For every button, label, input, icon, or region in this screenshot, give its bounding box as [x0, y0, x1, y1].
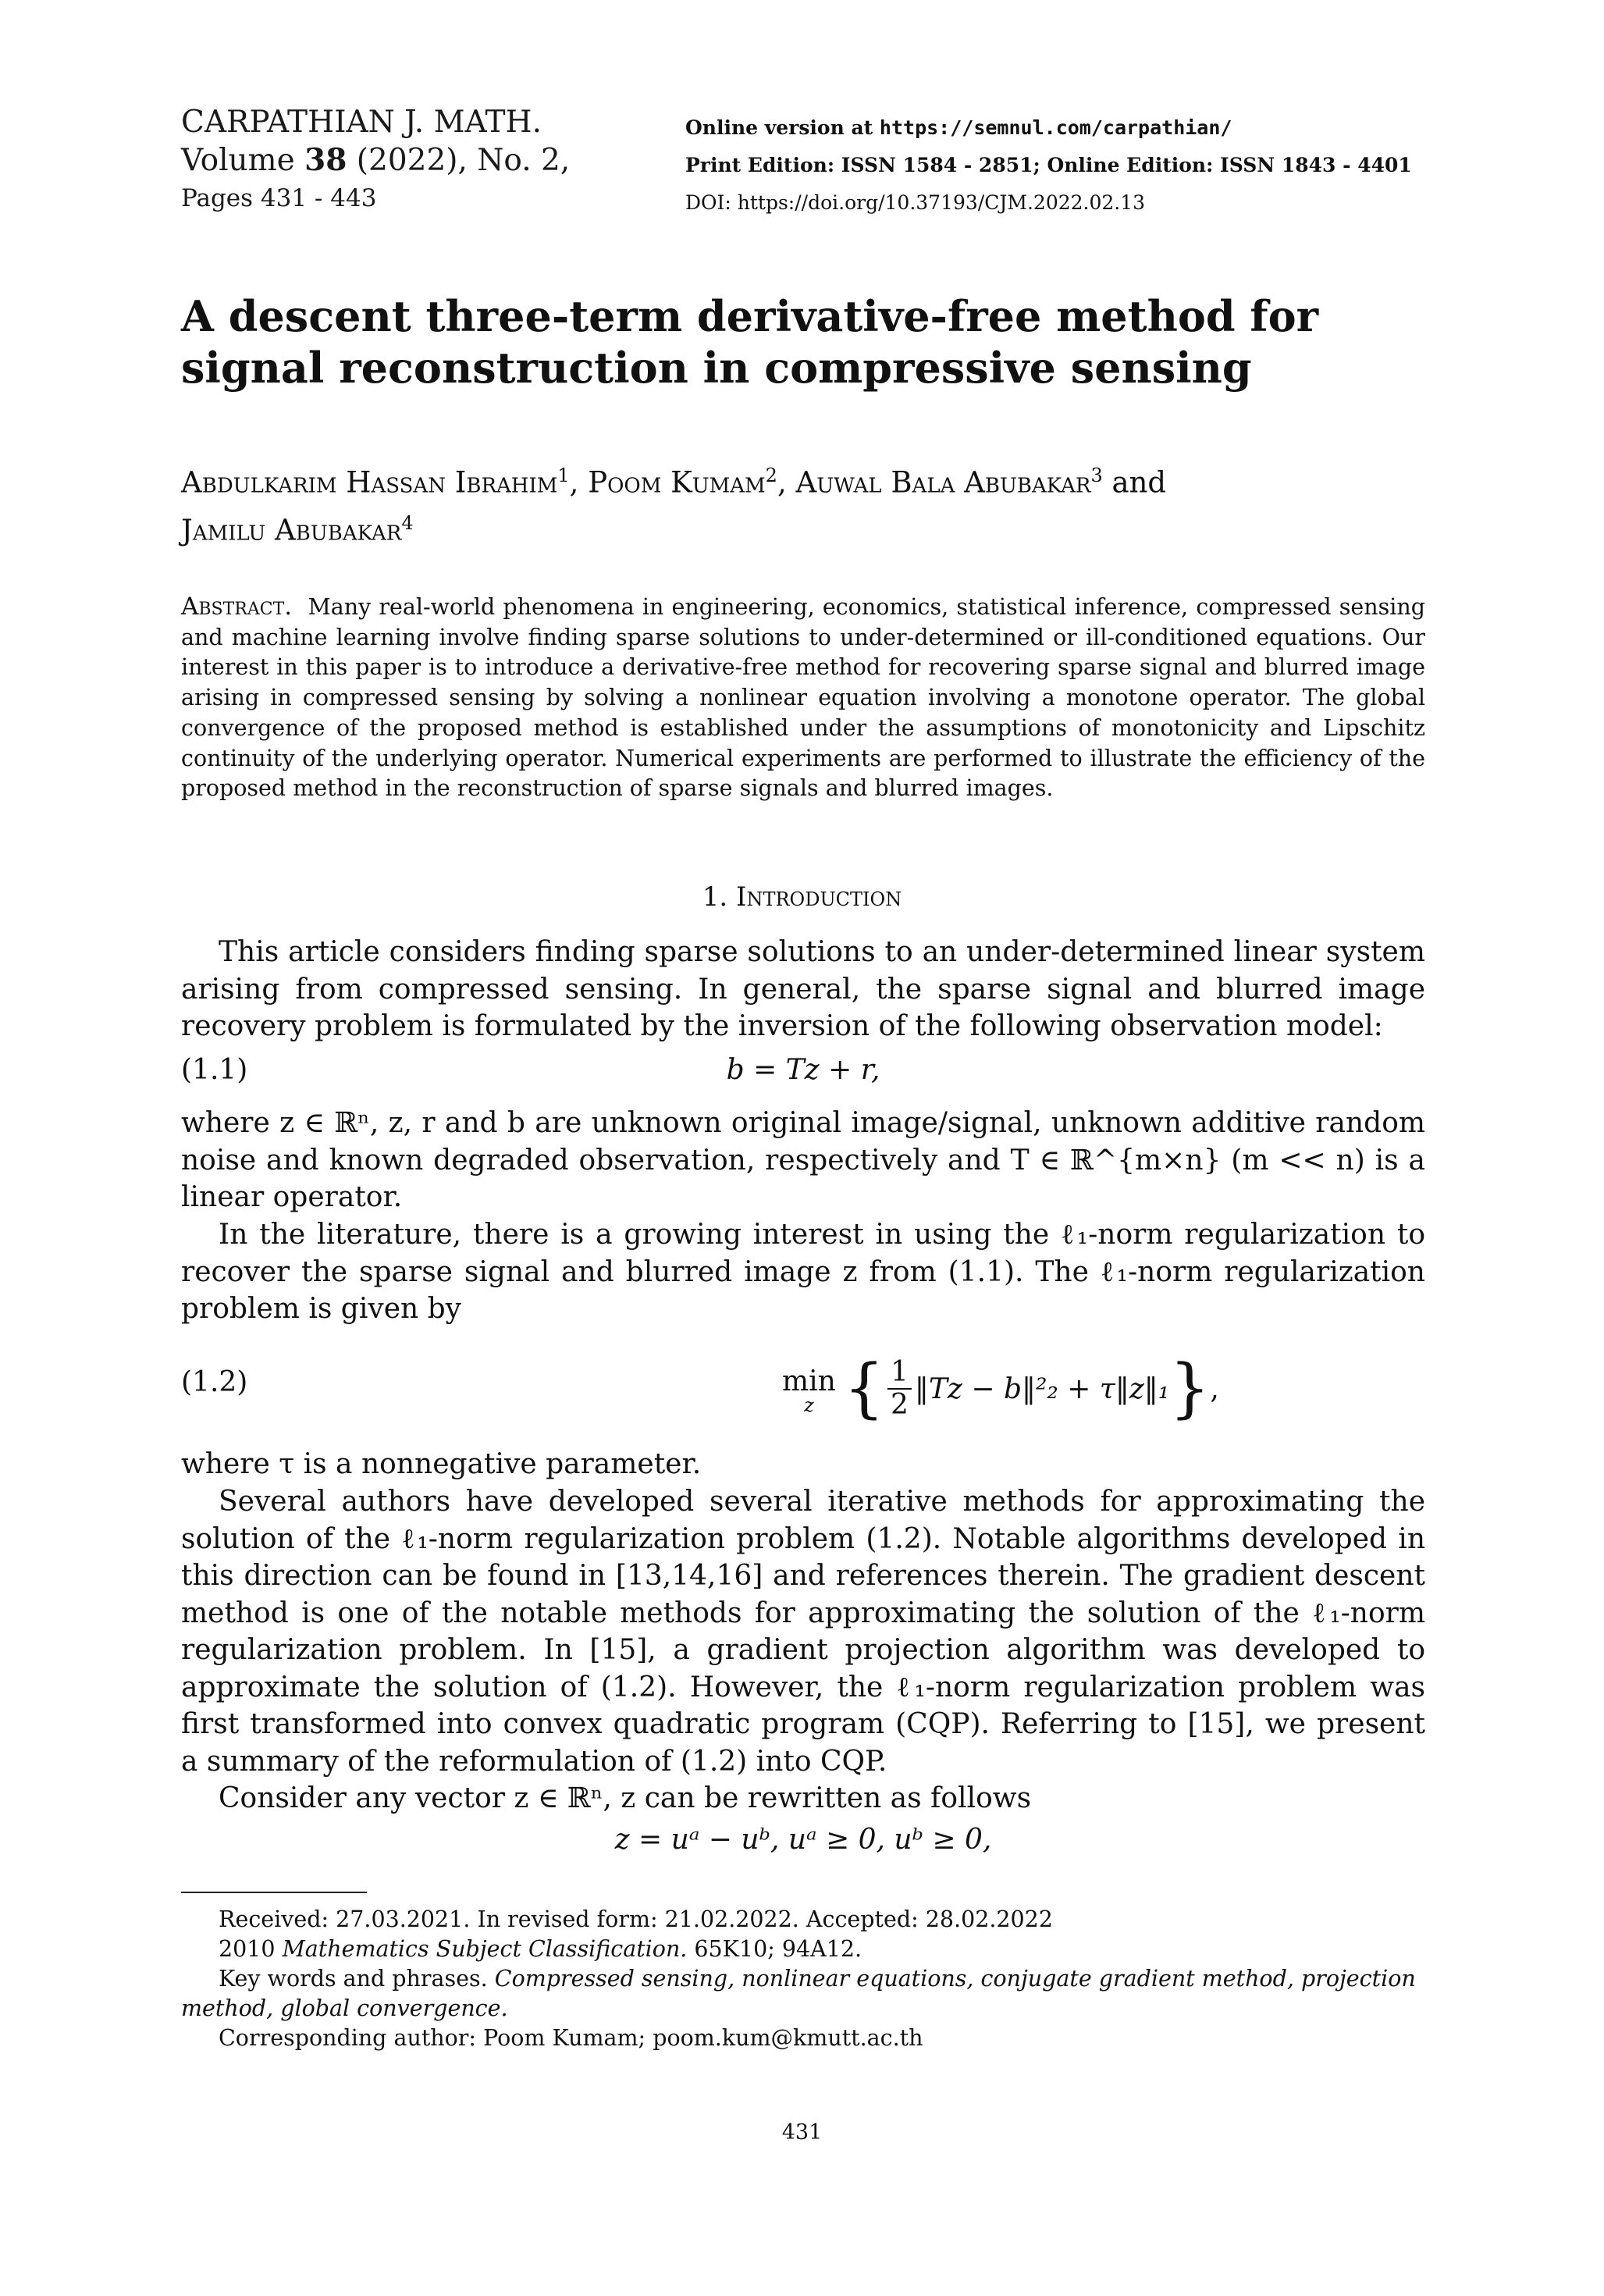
equation-body: min z { 1 2 ‖Tz − b‖²₂ + τ‖z‖₁ } , [782, 1351, 1219, 1426]
equation-1-2 [181, 1351, 1425, 1435]
abstract [181, 592, 1425, 804]
keywords: Key words and phrases. Compressed sensing, nonlinear equations, conjugate gradient method, projection method, global convergence. [181, 1966, 1416, 2021]
journal-header [181, 103, 570, 218]
journal-pages: Pages 431 - 443 [181, 184, 377, 212]
intro-paragraph-4: where τ is a nonnegative parameter. [181, 1448, 702, 1480]
author-4: Jamilu Abubakar [181, 513, 402, 547]
equation-number: (1.1) [181, 1054, 248, 1086]
equation-body: b = Tz + r, [726, 1054, 880, 1086]
equation-body: z = uᵃ − uᵇ, uᵃ ≥ 0, uᵇ ≥ 0, [614, 1824, 992, 1856]
equation-decomposition [181, 1824, 1425, 1871]
issn-info: Print Edition: ISSN 1584 - 2851; Online Edition: ISSN 1843 - 4401 [685, 154, 1412, 176]
abstract-text: Many real-world phenomena in engineering, economics, statistical inference, compressed sensing and machine learning involve finding sparse solutions to under-determined or ill-conditioned equations. Our interest in this paper is to introduce a derivative-free method for recovering sparse signal and blurred image arising in compressed sensing by solving a nonlinear equation involving a monotone operator. The global convergence of the proposed method is established under the assumptions of monotonicity and Lipschitz continuity of the underlying operator. Numerical experiments are performed to illustrate the efficiency of the proposed method in the reconstruction of sparse signals and blurred images. [181, 594, 1425, 802]
abstract-label: Abstract. [181, 593, 293, 621]
page-number: 431 [781, 2120, 823, 2145]
intro-paragraph-3: In the literature, there is a growing interest in using the ℓ₁-norm regularization to recover the sparse signal and blurred image z from (1.1). The ℓ₁-norm regularization problem is given by [181, 1219, 1425, 1325]
footnotes [181, 1905, 1425, 2053]
received-dates: Received: 27.03.2021. In revised form: 21.02.2022. Accepted: 28.02.2022 [219, 1906, 1053, 1932]
equation-number: (1.2) [181, 1366, 248, 1398]
intro-paragraph-1: This article considers finding sparse solutions to an under-determined linear system arising from compressed sensing. In general, the sparse signal and blurred image recovery problem is formulated by the inversion of the following observation model: [181, 936, 1425, 1042]
author-1: Abdulkarim Hassan Ibrahim [181, 465, 558, 500]
doi-info: DOI: https://doi.org/10.37193/CJM.2022.02.13 [685, 191, 1146, 214]
publication-info [685, 109, 1412, 222]
online-version: Online version at https://semnul.com/carpathian/ [685, 116, 1232, 139]
section-heading: 1. Introduction [702, 881, 902, 913]
footnote-rule [181, 1892, 367, 1893]
corresponding-author: Corresponding author: Poom Kumam; poom.kum@kmutt.ac.th [219, 2025, 923, 2051]
intro-paragraph-2: where z ∈ ℝⁿ, z, r and b are unknown original image/signal, unknown additive random noise and known degraded observation, respectively and T ∈ ℝ^{m×n} (m << n) is a linear operator. [181, 1107, 1425, 1213]
author-list: Abdulkarim Hassan Ibrahim$^1$, Poom Kumam$^2$, Auwal Bala Abubakar$^3$ and Jamilu Abubakar$^4$ [181, 465, 1167, 547]
msc-classification: 2010 Mathematics Subject Classification. 65K10; 94A12. [219, 1936, 862, 1962]
online-url-link[interactable]: https://semnul.com/carpathian/ [879, 116, 1232, 139]
intro-paragraph-5: Several authors have developed several iterative methods for approximating the solution of the ℓ₁-norm regularization problem (1.2). Notable algorithms developed in this direction can be found in [13,14,16] and references therein. The gradient descent method is one of the notable methods for approximating the solution of the ℓ₁-norm regularization problem. In [15], a gradient projection algorithm was developed to approximate the solution of (1.2). However, the ℓ₁-norm regularization problem was first transformed into convex quadratic program (CQP). Referring to [15], we present a summary of the reformulation of (1.2) into CQP. [181, 1486, 1425, 1778]
journal-name: CARPATHIAN J. MATH. [181, 105, 542, 140]
author-2: Poom Kumam [588, 465, 766, 500]
author-3: Auwal Bala Abubakar [795, 465, 1091, 500]
equation-1-1 [181, 1054, 1425, 1101]
journal-volume: Volume 38 (2022), No. 2, [181, 142, 571, 178]
paper-title: A descent three-term derivative-free method for signal reconstruction in compressive sensing [181, 291, 1319, 393]
intro-paragraph-6: Consider any vector z ∈ ℝⁿ, z can be rewritten as follows [219, 1782, 1032, 1814]
